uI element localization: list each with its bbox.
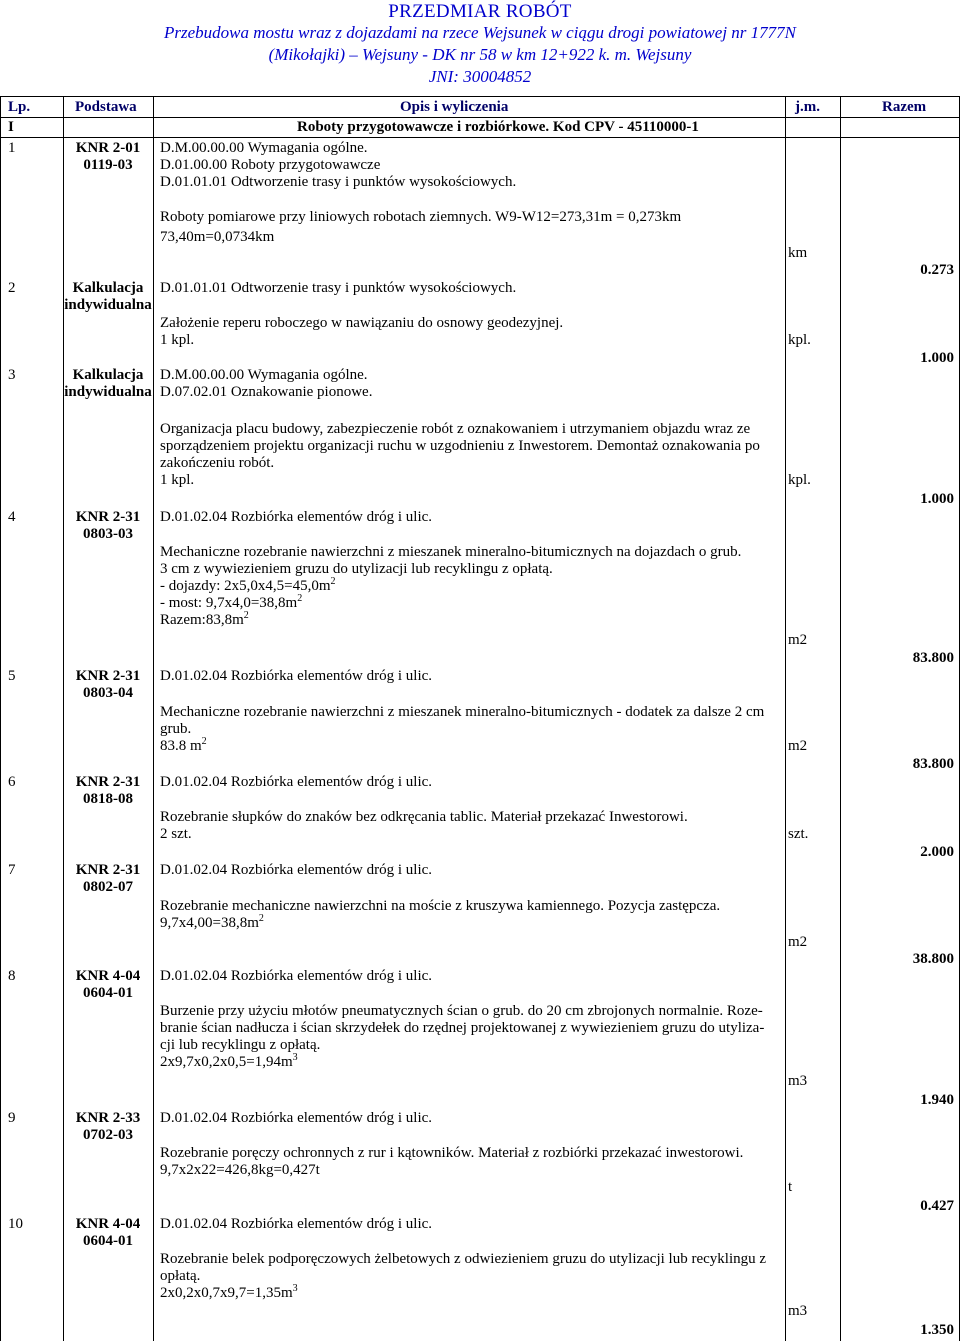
row-6-podstawa: KNR 2-31 0818-08 bbox=[75, 774, 141, 807]
row-6-unit: szt. bbox=[788, 826, 809, 842]
row-2-spec: D.01.01.01 Odtworzenie trasy i punktów wysokościowych. bbox=[160, 280, 517, 296]
row-2-razem: 1.000 bbox=[920, 350, 954, 366]
document-title: PRZEDMIAR ROBÓT bbox=[388, 1, 572, 22]
row-8-podstawa: KNR 4-04 0604-01 bbox=[75, 968, 141, 1001]
row-10-spec: D.01.02.04 Rozbiórka elementów dróg i ulic. bbox=[160, 1216, 433, 1232]
row-5-podstawa: KNR 2-31 0803-04 bbox=[75, 668, 141, 701]
row-10-razem: 1.350 bbox=[920, 1322, 954, 1338]
col-header-lp: Lp. bbox=[8, 99, 31, 115]
row-6-spec: D.01.02.04 Rozbiórka elementów dróg i ulic. bbox=[160, 774, 433, 790]
row-7-razem: 38.800 bbox=[912, 951, 954, 967]
row-9-razem: 0.427 bbox=[920, 1198, 954, 1214]
row-7-unit: m2 bbox=[788, 934, 808, 950]
row-4-unit: m2 bbox=[788, 632, 808, 648]
project-line-2: (Mikołajki) – Wejsuny - DK nr 58 w km 12+922 k. m. Wejsuny bbox=[268, 45, 692, 64]
row-1-spec: D.M.00.00.00 Wymagania ogólne. D.01.00.00 Roboty przygotowawcze D.01.01.01 Odtworzenie trasy i punktów wysokościowych. bbox=[160, 140, 517, 190]
row-5-text: Mechaniczne rozebranie nawierzchni z mieszanek mineralno-bitumicznych - dodatek za dalsze 2 cm grub. 83.8 $m^2$ bbox=[160, 704, 765, 754]
row-10-text: Rozebranie belek podporęczowych żelbetowych z odwiezieniem gruzu do utylizacji lub recyklingu z opłatą. $2x0,2x0,7x9,7=1,35m^3$ bbox=[160, 1251, 767, 1301]
section-title: Roboty przygotowawcze i rozbiórkowe. Kod CPV - 45110000-1 bbox=[297, 119, 699, 135]
row-7-lp: 7 bbox=[8, 862, 16, 878]
row-7-podstawa: KNR 2-31 0802-07 bbox=[75, 862, 141, 895]
row-7-text: Rozebranie mechaniczne nawierzchni na moście z kruszywa kamiennego. Pozycja zastępcza. $9,7x4,00=38,8m^2$ bbox=[160, 898, 721, 931]
row-4-razem: 83.800 bbox=[912, 650, 954, 666]
col-header-podstawa: Podstawa bbox=[75, 99, 137, 115]
row-2-podstawa: Kalkulacja indywidualna bbox=[64, 280, 152, 313]
row-1-podstawa: KNR 2-01 0119-03 bbox=[75, 140, 141, 173]
row-1-lp: 1 bbox=[8, 140, 16, 156]
row-3-spec: D.M.00.00.00 Wymagania ogólne. D.07.02.01 Oznakowanie pionowe. bbox=[160, 367, 373, 400]
row-5-spec: D.01.02.04 Rozbiórka elementów dróg i ulic. bbox=[160, 668, 433, 684]
row-8-spec: D.01.02.04 Rozbiórka elementów dróg i ulic. bbox=[160, 968, 433, 984]
row-5-lp: 5 bbox=[8, 668, 16, 684]
row-10-podstawa: KNR 4-04 0604-01 bbox=[75, 1216, 141, 1249]
row-3-podstawa: Kalkulacja indywidualna bbox=[64, 367, 152, 400]
row-4-spec: D.01.02.04 Rozbiórka elementów dróg i ulic. bbox=[160, 509, 433, 525]
row-9-unit: t bbox=[788, 1179, 793, 1195]
header-bottom-rule bbox=[0, 117, 960, 118]
row-4-podstawa: KNR 2-31 0803-03 bbox=[75, 509, 141, 542]
row-1-unit: km bbox=[788, 245, 808, 261]
row-2-lp: 2 bbox=[8, 280, 16, 296]
col-header-razem: Razem bbox=[882, 99, 927, 115]
row-8-lp: 8 bbox=[8, 968, 16, 984]
section-number: I bbox=[8, 119, 14, 135]
table-top-rule bbox=[0, 96, 960, 97]
row-4-lp: 4 bbox=[8, 509, 16, 525]
row-8-razem: 1.940 bbox=[920, 1092, 954, 1108]
row-2-unit: kpl. bbox=[788, 332, 811, 348]
row-7-spec: D.01.02.04 Rozbiórka elementów dróg i ulic. bbox=[160, 862, 433, 878]
row-9-text: Rozebranie poręczy ochronnych z rur i kątowników. Materiał z rozbiórki przekazać inwestorowi. 9,7x2x22=426,8kg=0,427t bbox=[160, 1145, 744, 1178]
col-divider-jm bbox=[785, 96, 786, 1341]
row-6-razem: 2.000 bbox=[920, 844, 954, 860]
row-5-unit: m2 bbox=[788, 738, 808, 754]
row-6-text: Rozebranie słupków do znaków bez odkręcania tablic. Materiał przekazać Inwestorowi. 2 szt. bbox=[160, 809, 688, 842]
row-5-razem: 83.800 bbox=[912, 756, 954, 772]
row-3-razem: 1.000 bbox=[920, 491, 954, 507]
col-header-jm: j.m. bbox=[795, 99, 820, 115]
row-3-text: Organizacja placu budowy, zabezpieczenie robót z oznakowaniem i utrzymaniem objazdu wraz ze sporządzeniem projektu organizacji ruchu w uzgodnieniu z Inwestorem. Demontaż oznakowania po zakończeniu robót. 1 kpl. bbox=[160, 421, 760, 488]
row-1-text: Roboty pomiarowe przy liniowych robotach ziemnych. W9-W12=273,31m = 0,273km 73,40m=0,0734km bbox=[160, 209, 682, 245]
row-9-podstawa: KNR 2-33 0702-03 bbox=[75, 1110, 141, 1143]
project-line-3: JNI: 30004852 bbox=[428, 67, 532, 86]
col-header-opis: Opis i wyliczenia bbox=[400, 99, 509, 115]
row-4-text: Mechaniczne rozebranie nawierzchni z mieszanek mineralno-bitumicznych na dojazdach o grub. 3 cm z wywiezieniem gruzu do utylizacji lub recyklingu z opłatą. - dojazdy: $2x5,0x4,5=45,0m^2$ - most: $9,7x4,0=38,8m^2$ $Razem:83,8m^2$ bbox=[160, 544, 742, 628]
row-6-lp: 6 bbox=[8, 774, 16, 790]
row-1-razem: 0.273 bbox=[920, 262, 954, 278]
section-bottom-rule bbox=[0, 137, 960, 138]
row-9-lp: 9 bbox=[8, 1110, 16, 1126]
row-10-lp: 10 bbox=[8, 1216, 23, 1232]
row-10-unit: m3 bbox=[788, 1303, 808, 1319]
row-2-text: Założenie reperu roboczego w nawiązaniu do osnowy geodezyjnej. 1 kpl. bbox=[160, 315, 564, 348]
col-divider-razem bbox=[840, 96, 841, 1341]
row-8-unit: m3 bbox=[788, 1073, 808, 1089]
row-3-unit: kpl. bbox=[788, 472, 811, 488]
row-9-spec: D.01.02.04 Rozbiórka elementów dróg i ulic. bbox=[160, 1110, 433, 1126]
project-line-1: Przebudowa mostu wraz z dojazdami na rzece Wejsunek w ciągu drogi powiatowej nr 1777N bbox=[164, 23, 796, 42]
col-divider-opis bbox=[153, 96, 154, 1341]
row-3-lp: 3 bbox=[8, 367, 16, 383]
left-border bbox=[0, 96, 1, 1341]
row-8-text: Burzenie przy użyciu młotów pneumatycznych ścian o grub. do 20 cm zbrojonych normalnie. Roze- branie ścian nadłucza i ścian skrzydełek do rzędnej projektowanej z wywiezieniem gruzu do utyliza- cji lub recyklingu z opłatą. $2x9,7x0,2x0,5=1,94m^3$ bbox=[160, 1003, 765, 1070]
